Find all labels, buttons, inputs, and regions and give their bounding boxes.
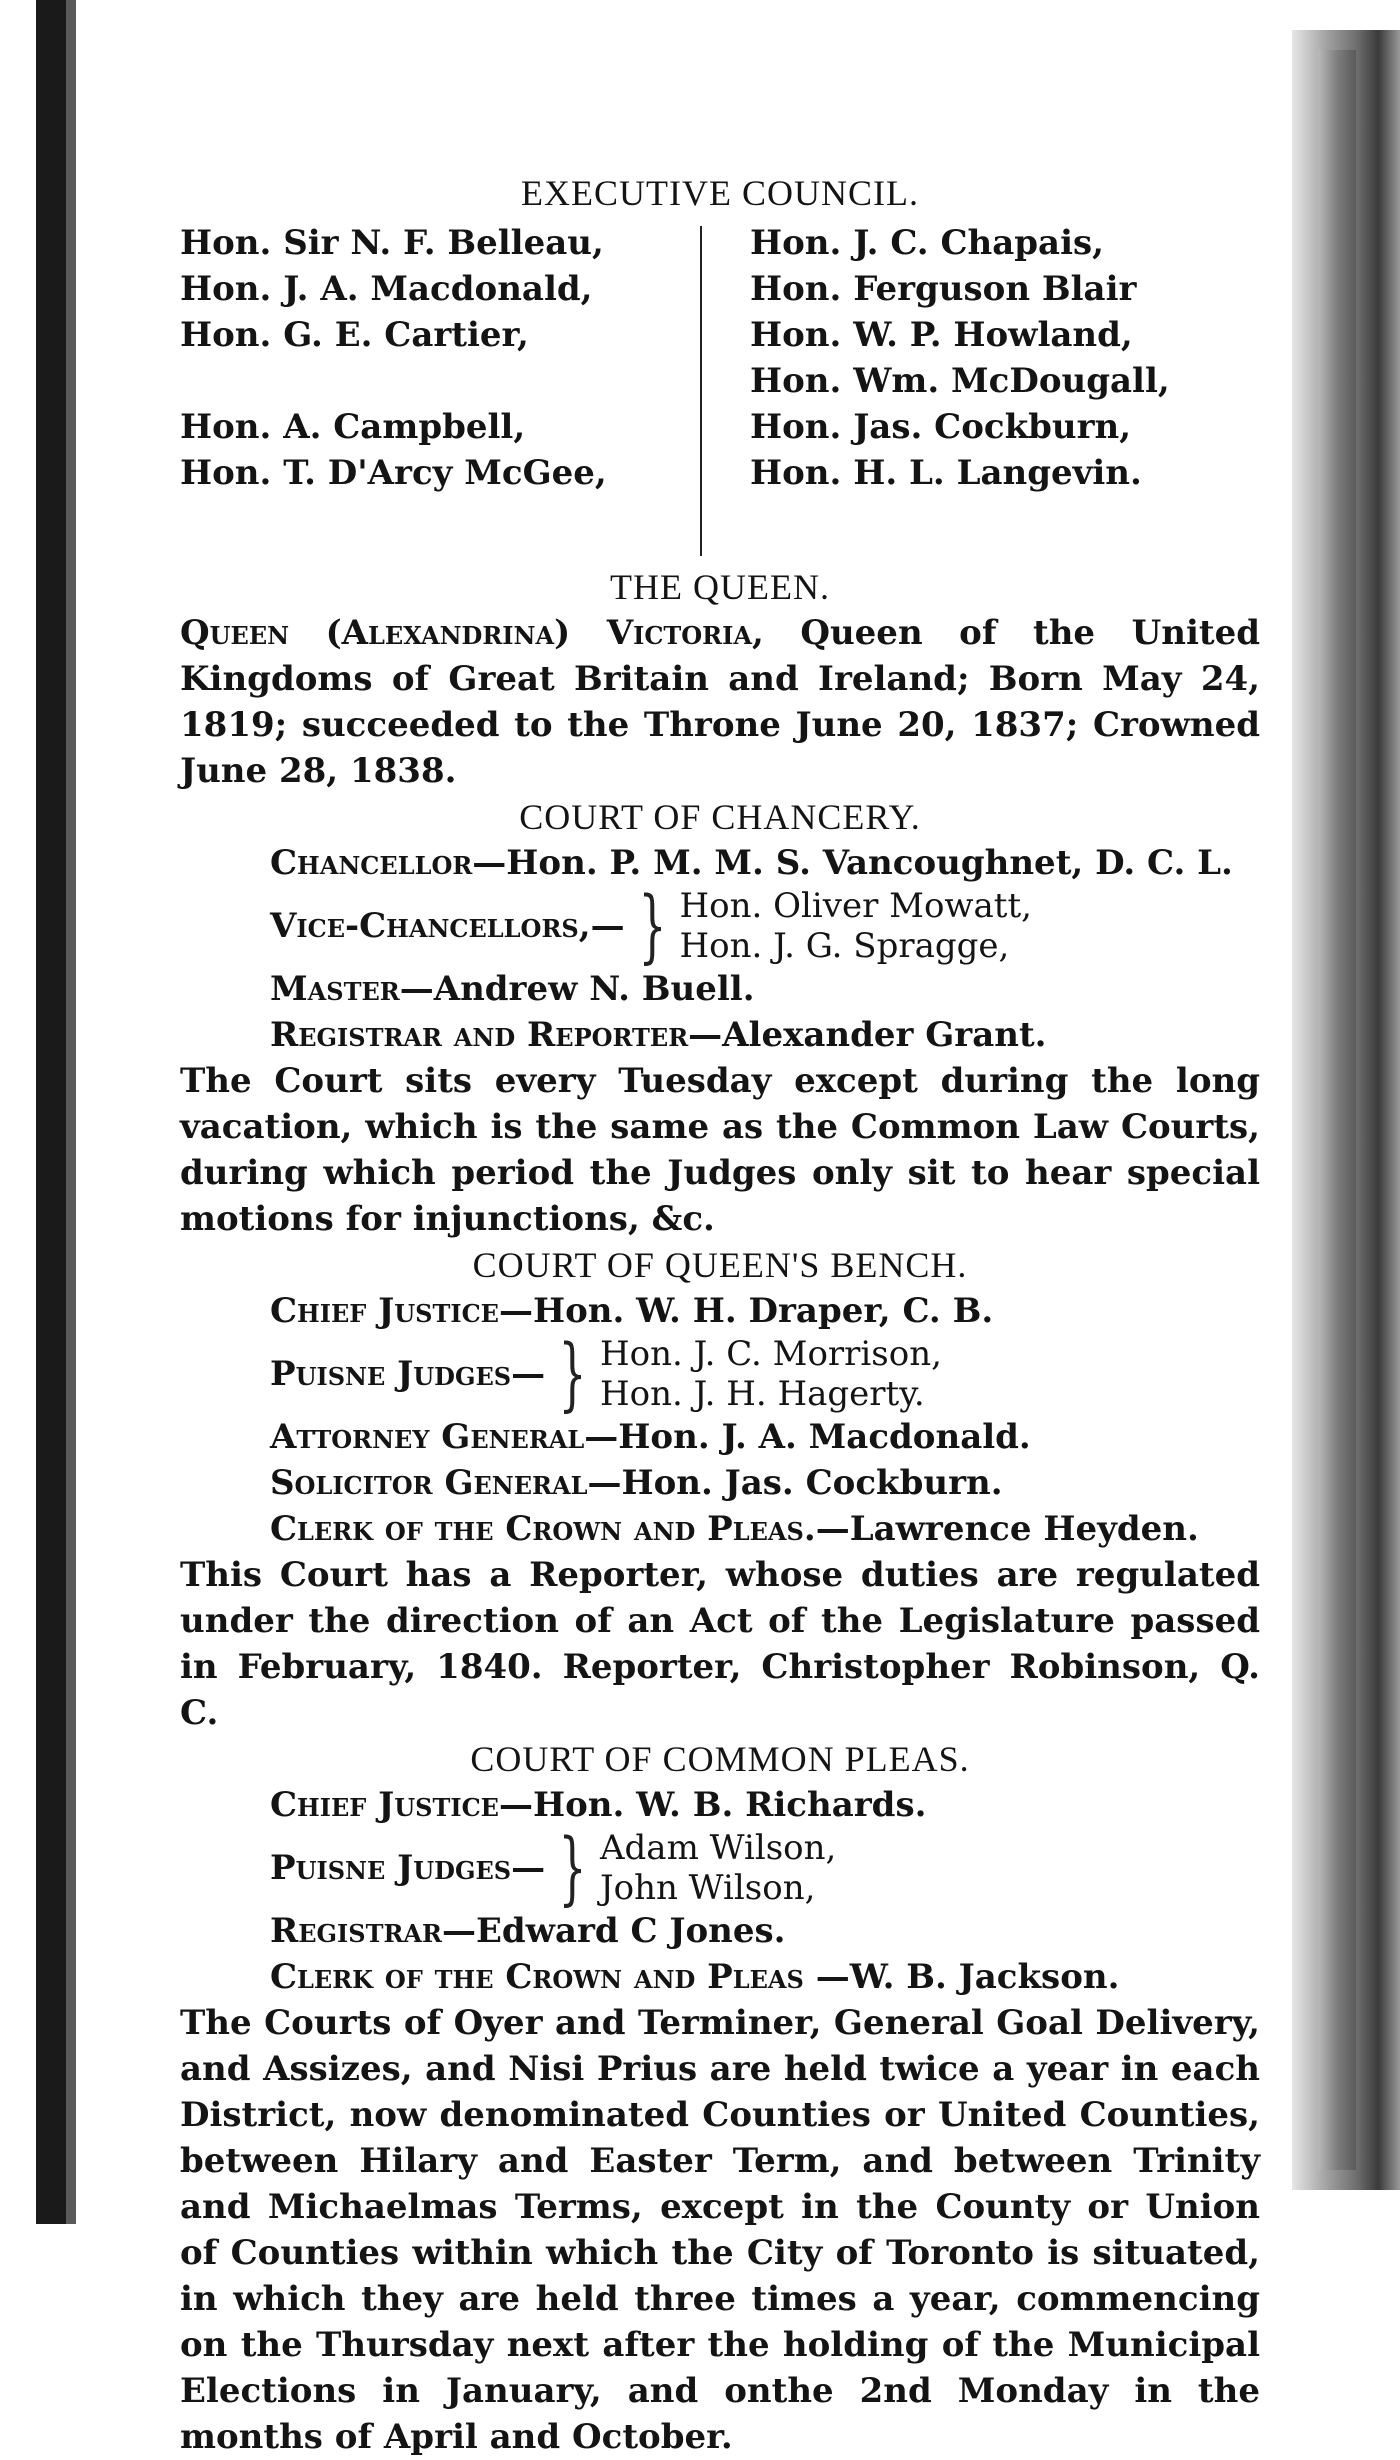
qb-puisne-judges-group [180,1327,1260,1420]
chief-justice-name: —Hon. W. H. Draper, C. B. [498,1291,994,1331]
council-member: Hon. J. A. Macdonald, [180,269,593,309]
council-member: Hon. W. P. Howland, [750,315,1133,355]
brace-icon: } [558,1821,587,1914]
puisne-judges-names [600,1334,942,1414]
qb-clerk-line [180,1506,1260,1552]
qb-chief-justice-line [180,1288,1260,1334]
solicitor-general-name: —Hon. Jas. Cockburn. [587,1463,1003,1503]
puisne-judges-label: Puisne Judges— [270,1354,546,1394]
clerk-label: Clerk of the Crown and Pleas [270,1957,804,1997]
book-spine-shadow [36,0,66,2224]
puisne-judges-names [600,1828,836,1908]
registrar-name: —Edward C Jones. [441,1911,786,1951]
queen-name: Queen (Alexandrina) Victoria, [180,613,764,653]
clerk-label: Clerk of the Crown and Pleas. [270,1509,816,1549]
attorney-general-line [180,1414,1260,1460]
council-member: Hon. Wm. McDougall, [750,361,1170,401]
solicitor-general-label: Solicitor General [270,1463,588,1503]
puisne-judge: Hon. J. H. Hagerty. [599,1374,925,1414]
common-pleas-heading: COURT OF COMMON PLEAS. [470,1739,970,1779]
council-member: Hon. J. C. Chapais, [750,223,1104,263]
council-member: Hon. Sir N. F. Belleau, [180,223,604,263]
cp-clerk-line [180,1954,1260,2000]
council-member: Hon. Ferguson Blair [750,269,1137,309]
registrar-line [180,1012,1260,1058]
chancellor-name: —Hon. P. M. M. S. Vancoughnet, D. C. L. [472,843,1233,883]
master-label: Master [270,969,400,1009]
vice-chancellors-group [180,879,1260,972]
council-member: Hon. A. Campbell, [180,407,526,447]
cp-puisne-judges-group [180,1821,1260,1914]
queen-text: Queen of the United Kingdoms of Great Britain and Ireland; Born May 24, 1819; succeeded to the Throne June 20, 1837; Crowned June 28, 1838. [180,613,1260,791]
chief-justice-label: Chief Justice [270,1785,499,1825]
registrar-label: Registrar and Reporter [270,1015,689,1055]
council-member: Hon. T. D'Arcy McGee, [180,453,607,493]
book-spine-edge [66,0,76,2224]
court-of-chancery-heading: COURT OF CHANCERY. [519,797,921,837]
chief-justice-label: Chief Justice [270,1291,499,1331]
queens-bench-note: This Court has a Reporter, whose duties are regulated under the direction of an Act of the Legislature passed in February, 1840. Reporter, Christopher Robinson, Q. C. [180,1555,1260,1733]
queens-bench-heading: COURT OF QUEEN'S BENCH. [472,1245,968,1285]
council-left-column [180,220,700,496]
council-member: Hon. G. E. Cartier, [180,315,529,355]
chancellor-label: Chancellor [270,843,473,883]
brace-icon: } [558,1327,587,1420]
vice-chancellor: Hon. Oliver Mowatt, [679,886,1032,926]
cp-registrar-line [180,1908,1260,1954]
the-queen-heading: THE QUEEN. [610,567,830,607]
vice-chancellor: Hon. J. G. Spragge, [679,926,1010,966]
solicitor-general-line [180,1460,1260,1506]
executive-council-list [180,220,1260,564]
registrar-label: Registrar [270,1911,442,1951]
chief-justice-name: —Hon. W. B. Richards. [498,1785,927,1825]
common-pleas-note: The Courts of Oyer and Terminer, General Goal Delivery, and Assizes, and Nisi Prius are held twice a year in each District, now denominated Counties or United Counties, between Hilary and Easter Term, and between Trinity and Michaelmas Terms, except in the County or Union of Counties within which the City of Toronto is situated, in which they are held three times a year, commencing on the Thursday next after the holding of the Municipal Elections in January, and onthe 2nd Monday in the months of April and October. [180,2003,1260,2457]
puisne-judges-label: Puisne Judges— [270,1848,546,1888]
council-right-column [750,220,1230,496]
the-queen-paragraph [180,610,1260,794]
council-member-blank [180,358,700,404]
master-name: —Andrew N. Buell. [399,969,755,1009]
puisne-judge: Adam Wilson, [599,1828,837,1868]
attorney-general-label: Attorney General [270,1417,585,1457]
clerk-name: —W. B. Jackson. [803,1957,1120,1997]
puisne-judge: Hon. J. C. Morrison, [599,1334,942,1374]
registrar-name: —Alexander Grant. [688,1015,1047,1055]
chancellor-line [180,840,1260,886]
brace-icon: } [638,879,667,972]
chancery-note: The Court sits every Tuesday except during the long vacation, which is the same as the Common Law Courts, during which period the Judges only sit to hear special motions for injunctions, &c. [180,1061,1260,1239]
puisne-judge: John Wilson, [599,1868,816,1908]
cp-chief-justice-line [180,1782,1260,1828]
executive-council-heading: EXECUTIVE COUNCIL. [521,173,919,213]
master-line [180,966,1260,1012]
column-divider [700,226,702,556]
clerk-name: —Lawrence Heyden. [815,1509,1199,1549]
vice-chancellors-label: Vice-Chancellors,— [270,906,625,946]
page-content [180,170,1260,2460]
council-member: Hon. Jas. Cockburn, [750,407,1132,447]
council-member: Hon. H. L. Langevin. [750,453,1142,493]
attorney-general-name: —Hon. J. A. Macdonald. [584,1417,1031,1457]
vice-chancellors-names [679,886,1031,966]
page-stack-shadow [1318,50,1356,2170]
